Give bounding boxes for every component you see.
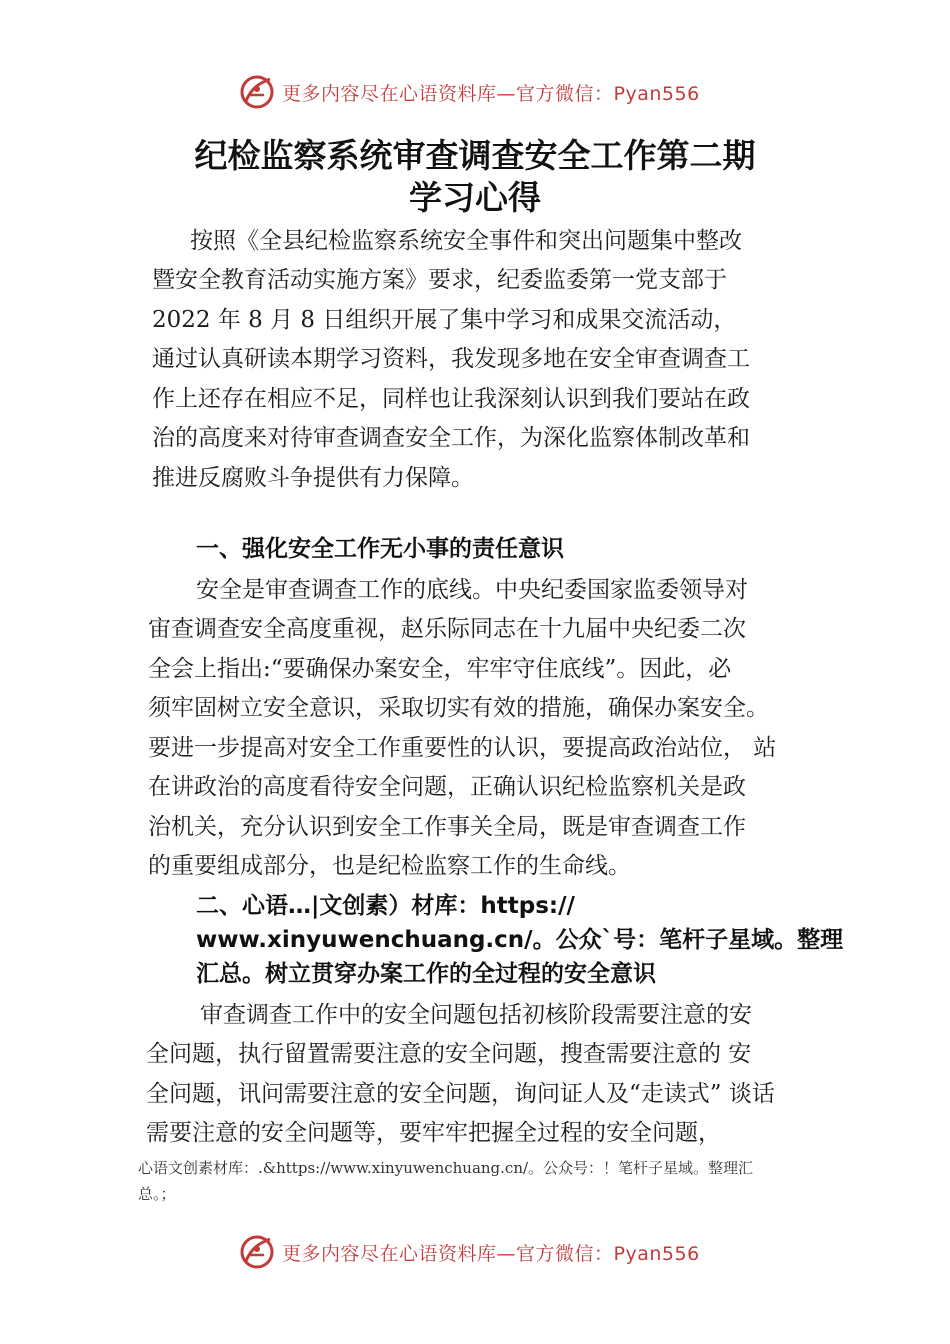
text-line: 治机关，充分认识到安全工作事关全局，既是审查调查工作 <box>148 813 746 840</box>
footer-line: 心语文创素材库：.&https://www.xinyuwenchuang.cn/。公众号：！笔杆子星域。整理汇 <box>138 1159 754 1177</box>
text-line: 须牢固树立安全意识，采取切实有效的措施，确保办案安全。 <box>148 695 769 721</box>
text-line: 作上还存在相应不足，同样也让我深刻认识到我们要站在政 <box>152 385 750 412</box>
section-2-paragraph <box>146 1035 775 1154</box>
heading-line: 汇总。树立贯穿办案工作的全过程的安全意识 <box>196 961 656 987</box>
brand-logo-icon <box>238 1233 276 1271</box>
text-line: 宙查调查安全高度重视，赵乐际同志在十九届中央纪委二次 <box>148 616 746 642</box>
text-line: 全问题，执行留置需要注意的安全问题，搜查需要注意的 安 <box>146 1041 752 1067</box>
heading-line: www.xinyuwenchuang.cn/。公众`号：笔杆子星域。整理 <box>196 927 844 953</box>
text-line: 审查调查工作中的安全问题包括初核阶段需要注意的安 <box>200 1002 752 1028</box>
section-2-heading <box>196 889 843 991</box>
section-1-paragraph <box>148 610 776 887</box>
page-title-line-1: 纪检监察系统审查调查安全工作第二期 <box>194 136 756 175</box>
heading-text: 一、强化安全工作无小事的责任意识 <box>196 536 564 562</box>
text-line: 要进一步提高对安全工作重要性的认识，要提高政治站位， 站 <box>148 734 777 761</box>
text-line: 需要注意的安全问题等，要牢牢把握全过程的安全问题， <box>146 1120 721 1146</box>
banner-text: 更多内容尽在心语资料库—官方微信：Pyan556 <box>282 1242 700 1265</box>
text-line: 2022 年 8 月 8 日组织开展了集中学习和成果交流活动， <box>152 306 737 333</box>
banner-text: 更多内容尽在心语资料库—官方微信：Pyan556 <box>282 82 700 105</box>
text-line: 在讲政治的高度看待安全问题，正确认识纪检监察机关是政 <box>148 774 746 800</box>
intro-paragraph <box>152 261 750 498</box>
footer-watermark <box>238 1232 700 1272</box>
section-1-heading <box>196 532 564 566</box>
page-title-line-2: 学习心得 <box>409 178 541 217</box>
text-line: 暨安全教育活动实施方案》要求，纪委监委第一党支部于 <box>152 267 727 293</box>
section-2-first-line <box>200 996 752 1036</box>
section-1-first-line <box>196 571 748 611</box>
text-line: 安全是审查调查工作的底线。中央纪委国家监委领导对 <box>196 577 748 603</box>
footer-note <box>138 1155 753 1207</box>
text-line: 通过认真研读本期学习资料，我发现多地在安全审查调查工 <box>152 346 750 372</box>
text-line: 推进反腐败斗争提供有力保障。 <box>152 464 474 491</box>
heading-line: 二、心语…|文创素）材库：https:// <box>196 893 575 919</box>
intro-first-line <box>190 222 742 262</box>
header-watermark <box>238 72 700 112</box>
text-line: 治的高度来对待审查调查安全工作，为深化监察体制改革和 <box>152 425 750 451</box>
text-line: 全问题，讯问需要注意的安全问题，询问证人及“走读式” 谈话 <box>146 1080 775 1107</box>
brand-logo-icon <box>238 73 276 111</box>
footer-line: 总。； <box>138 1185 176 1203</box>
text-line: 的重要组成部分，也是纪检监察工作的生命线。 <box>148 853 631 879</box>
text-line: 全会上指出:“要确保办案安全，牢牢守住底线”。因此，必 <box>148 655 732 682</box>
text-line: 按照《全县纪检监察系统安全事件和突出问题集中整改 <box>190 228 742 254</box>
